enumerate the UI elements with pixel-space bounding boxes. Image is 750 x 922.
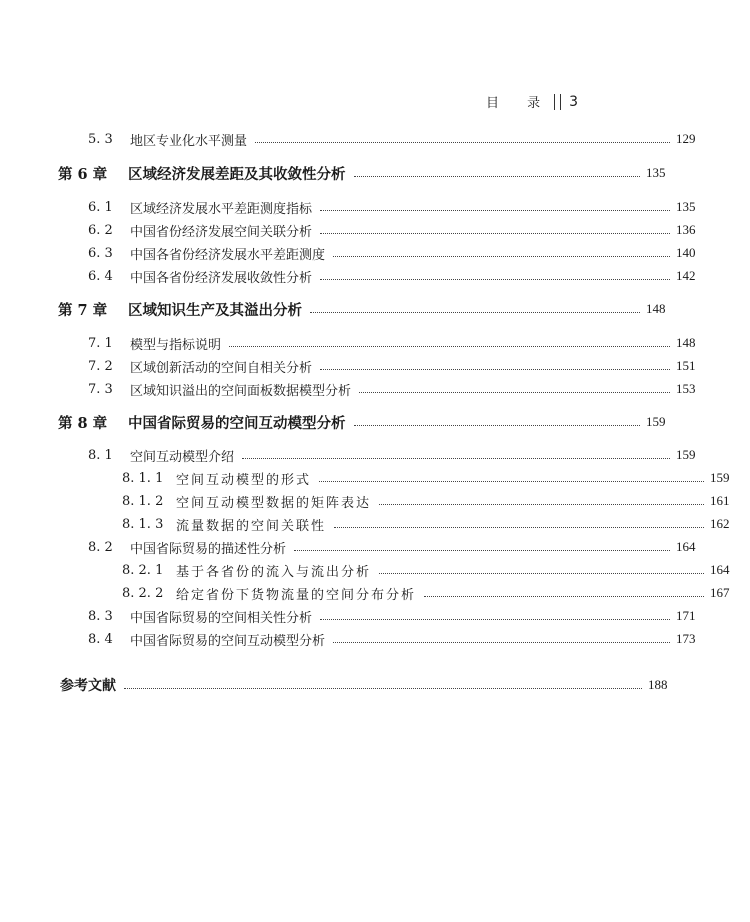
toc-dot-leader — [320, 279, 670, 280]
toc-dot-leader — [379, 504, 704, 505]
toc-section-entry[interactable] — [0, 444, 716, 466]
toc-entry-page: 164 — [676, 539, 696, 554]
toc-entry-page: 161 — [710, 493, 730, 508]
toc-dot-leader — [320, 619, 670, 620]
toc-entry-title: 区域经济发展水平差距测度指标 — [130, 201, 313, 217]
toc-entry-number: 8. 2. 1 — [122, 562, 164, 578]
toc-dot-leader — [333, 642, 670, 643]
toc-dot-leader — [319, 481, 704, 482]
toc-entry-title: 流量数据的空间关联性 — [176, 518, 327, 534]
toc-entry-page: 148 — [646, 301, 666, 316]
toc-chapter-entry[interactable] — [0, 162, 686, 184]
toc-entry-number: 第 8 章 — [58, 414, 108, 432]
toc-dot-leader — [320, 369, 670, 370]
toc-chapter-entry[interactable] — [0, 298, 686, 320]
toc-dot-leader — [354, 425, 641, 426]
toc-entry-title: 中国省际贸易的空间互动模型分析 — [128, 414, 346, 432]
toc-dot-leader — [333, 256, 670, 257]
toc-section-entry[interactable] — [0, 219, 716, 241]
toc-entry-title: 中国省际贸易的描述性分析 — [130, 541, 287, 557]
toc-entry-number: 8. 1 — [88, 447, 113, 463]
toc-references-entry[interactable] — [0, 674, 688, 696]
toc-entry-number: 8. 1. 2 — [122, 493, 164, 509]
toc-entry-number: 8. 3 — [88, 608, 113, 624]
toc-entry-page: 142 — [676, 268, 696, 283]
header-page-number: 3 — [569, 93, 578, 110]
running-header — [486, 92, 578, 111]
toc-dot-leader — [320, 233, 670, 234]
toc-section-entry[interactable] — [0, 513, 750, 535]
toc-entry-page: 159 — [676, 447, 696, 462]
toc-entry-title: 中国省际贸易的空间相关性分析 — [130, 610, 313, 626]
toc-entry-number: 8. 2 — [88, 539, 113, 555]
toc-section-entry[interactable] — [0, 265, 716, 287]
toc-entry-number: 6. 1 — [88, 199, 113, 215]
toc-entry-page: 135 — [676, 199, 696, 214]
toc-entry-page: 153 — [676, 381, 696, 396]
toc-entry-title: 给定省份下货物流量的空间分布分析 — [176, 587, 417, 603]
toc-entry-page: 162 — [710, 516, 730, 531]
toc-dot-leader — [320, 210, 670, 211]
toc-dot-leader — [424, 596, 704, 597]
toc-entry-title: 区域知识溢出的空间面板数据模型分析 — [130, 383, 352, 399]
toc-dot-leader — [294, 550, 670, 551]
toc-entry-page: 171 — [676, 608, 696, 623]
toc-dot-leader — [124, 688, 642, 689]
toc-entry-title: 中国各省份经济发展收敛性分析 — [130, 270, 313, 286]
toc-dot-leader — [229, 346, 670, 347]
toc-entry-page: 151 — [676, 358, 696, 373]
toc-entry-page: 136 — [676, 222, 696, 237]
toc-entry-title: 空间互动模型的形式 — [176, 472, 312, 488]
toc-dot-leader — [242, 458, 670, 459]
toc-entry-number: 6. 4 — [88, 268, 113, 284]
toc-entry-number: 第 7 章 — [58, 301, 108, 319]
toc-section-entry[interactable] — [0, 128, 716, 150]
toc-section-entry[interactable] — [0, 378, 716, 400]
toc-section-entry[interactable] — [0, 332, 716, 354]
toc-entry-page: 129 — [676, 131, 696, 146]
toc-entry-number: 7. 2 — [88, 358, 113, 374]
toc-entry-title: 模型与指标说明 — [130, 337, 222, 353]
toc-entry-title: 中国省际贸易的空间互动模型分析 — [130, 633, 326, 649]
toc-entry-number: 7. 1 — [88, 335, 113, 351]
toc-entry-page: 164 — [710, 562, 730, 577]
toc-section-entry[interactable] — [0, 628, 716, 650]
toc-entry-number: 第 6 章 — [58, 165, 108, 183]
toc-entry-page: 159 — [646, 414, 666, 429]
toc-entry-page: 167 — [710, 585, 730, 600]
toc-entry-number: 8. 2. 2 — [122, 585, 164, 601]
toc-entry-number: 7. 3 — [88, 381, 113, 397]
toc-entry-title: 中国各省份经济发展水平差距测度 — [130, 247, 326, 263]
toc-section-entry[interactable] — [0, 605, 716, 627]
toc-entry-page: 159 — [710, 470, 730, 485]
toc-dot-leader — [310, 312, 640, 313]
toc-section-entry[interactable] — [0, 536, 716, 558]
toc-entry-page: 188 — [648, 677, 668, 692]
toc-entry-title: 区域创新活动的空间自相关分析 — [130, 360, 313, 376]
toc-entry-page: 140 — [676, 245, 696, 260]
toc-section-entry[interactable] — [0, 490, 750, 512]
toc-entry-number: 5. 3 — [88, 131, 113, 147]
toc-section-entry[interactable] — [0, 242, 716, 264]
toc-entry-title: 基于各省份的流入与流出分析 — [176, 564, 372, 580]
toc-dot-leader — [359, 392, 670, 393]
toc-entry-title: 地区专业化水平测量 — [130, 133, 248, 149]
toc-entry-number: 8. 4 — [88, 631, 113, 647]
toc-entry-page: 173 — [676, 631, 696, 646]
toc-chapter-entry[interactable] — [0, 411, 686, 433]
toc-entry-page: 148 — [676, 335, 696, 350]
header-title: 目 录 — [485, 96, 553, 111]
toc-dot-leader — [334, 527, 704, 528]
toc-entry-title: 参考文献 — [60, 678, 116, 694]
toc-entry-page: 135 — [646, 165, 666, 180]
toc-entry-title: 空间互动模型数据的矩阵表达 — [176, 495, 372, 511]
toc-section-entry[interactable] — [0, 559, 750, 581]
toc-section-entry[interactable] — [0, 467, 750, 489]
toc-entry-title: 区域知识生产及其溢出分析 — [128, 301, 302, 319]
header-separator-bars — [554, 94, 561, 110]
toc-entry-title: 中国省份经济发展空间关联分析 — [130, 224, 313, 240]
toc-entry-number: 6. 2 — [88, 222, 113, 238]
toc-entry-number: 8. 1. 1 — [122, 470, 164, 486]
toc-section-entry[interactable] — [0, 196, 716, 218]
toc-entry-title: 空间互动模型介绍 — [130, 449, 235, 465]
toc-entry-number: 8. 1. 3 — [122, 516, 164, 532]
toc-dot-leader — [354, 176, 641, 177]
toc-dot-leader — [379, 573, 704, 574]
toc-section-entry[interactable] — [0, 355, 716, 377]
toc-section-entry[interactable] — [0, 582, 750, 604]
toc-entry-title: 区域经济发展差距及其收敛性分析 — [128, 165, 346, 183]
toc-dot-leader — [255, 142, 670, 143]
toc-entry-number: 6. 3 — [88, 245, 113, 261]
